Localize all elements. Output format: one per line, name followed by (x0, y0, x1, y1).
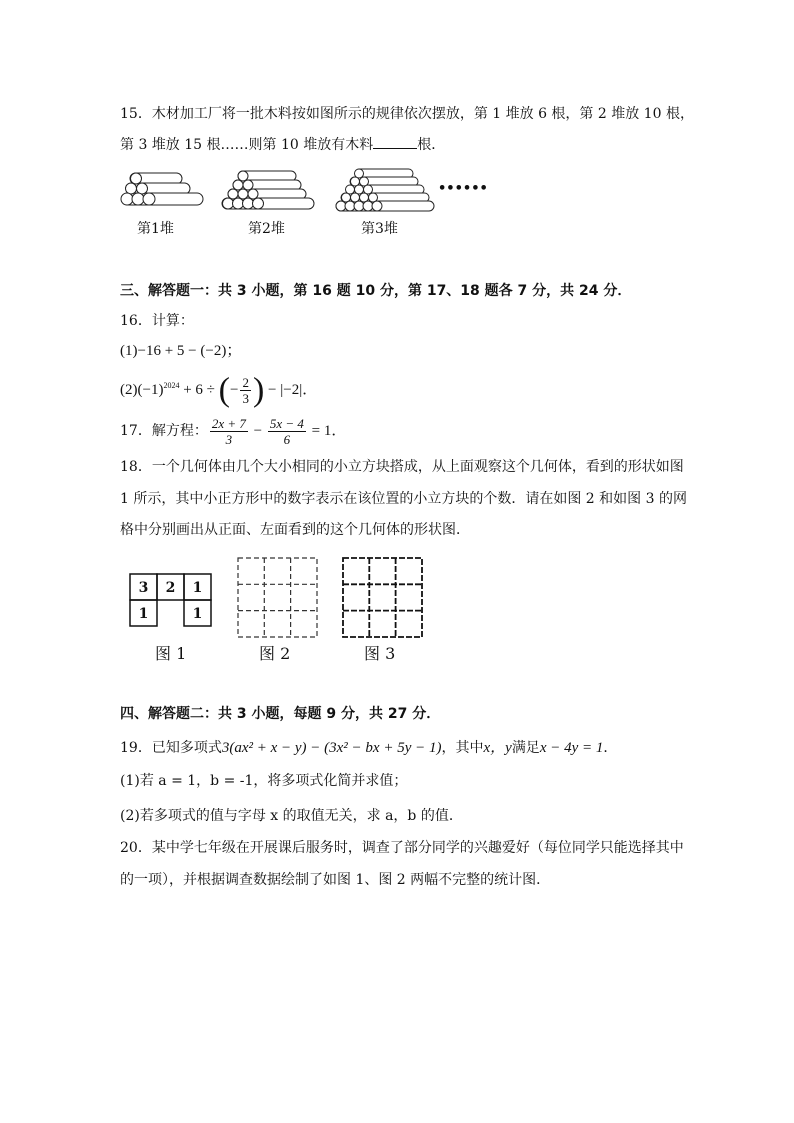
right-paren: ) (252, 371, 265, 409)
q16-part2-tail: − |−2|． (264, 382, 318, 398)
q19-polynomial: 3(ax² + x − y) − (3x² − bx + 5y − 1) (221, 740, 442, 756)
pile-1-caption: 第1堆 (137, 221, 174, 237)
q18-line2: 1 所示，其中小正方形中的数字表示在该位置的小立方块的个数．请在如图 2 和如图 3 的网 (120, 491, 687, 507)
q17-equation (120, 411, 346, 451)
fraction-2-numerator: 5x − 4 (269, 416, 304, 432)
q19-condition: x − 4y = 1 (539, 740, 604, 756)
q15-line2-end: 根． (417, 137, 446, 153)
q17-label: 17．解方程： (120, 423, 208, 439)
q16-part2 (120, 366, 318, 409)
q15-line2-text: 第 3 堆放 15 根……则第 10 堆放有木料 (120, 137, 374, 153)
q16-part2-minus: − (229, 382, 239, 398)
q20-line2: 的一项），并根据调查数据绘制了如图 1、图 2 两幅不完整的统计图． (120, 872, 551, 888)
q16-label: 16．计算： (120, 313, 194, 329)
fraction-two-thirds (240, 375, 251, 406)
q19-end: ． (603, 740, 618, 756)
fraction-2 (268, 416, 306, 447)
q18-line3: 格中分别画出从正面、左面看到的这个几何体的形状图． (120, 522, 470, 538)
cell-top-3: 1 (192, 580, 203, 596)
pile-2 (222, 171, 314, 209)
fraction-1-numerator: 2x + 7 (211, 416, 246, 432)
pile-3-caption: 第3堆 (361, 221, 398, 237)
figure-1-caption: 图 1 (155, 644, 187, 663)
q20-line1: 20．某中学七年级在开展课后服务时，调查了部分同学的兴趣爱好（每位同学只能选择其中 (120, 840, 684, 856)
figure-3-left-view-grid (341, 556, 425, 640)
q16-part2-divide: + 6 ÷ (179, 382, 219, 398)
fraction-denominator: 3 (242, 391, 249, 407)
q19-statement (120, 738, 617, 758)
section-3-heading: 三、解答题一：共 3 小题，第 16 题 10 分，第 17、18 题各 7 分，共 24 分． (120, 283, 632, 299)
fraction-numerator: 2 (242, 375, 249, 391)
cell-top-2: 2 (165, 580, 176, 596)
figure-2-front-view-grid (236, 556, 320, 640)
q18-line1: 18．一个几何体由几个大小相同的小立方块搭成，从上面观察这个几何体，看到的形状如图 (120, 459, 684, 475)
ellipsis-dots: •••••• (438, 181, 488, 196)
cell-bottom-3: 1 (192, 606, 203, 622)
left-paren: ( (218, 371, 230, 409)
q15-line1: 15．木材加工厂将一批木料按如图所示的规律依次摆放，第 1 堆放 6 根，第 2 堆放 10 根， (120, 106, 694, 122)
q19-mid: ，其中 (441, 740, 484, 756)
q15-line2 (120, 134, 445, 155)
answer-blank (373, 134, 417, 149)
q16-part2-base: (2)(−1) (120, 382, 164, 398)
pile-3 (336, 169, 434, 211)
log-piles-figure (118, 168, 488, 218)
cell-top-1: 3 (138, 580, 149, 596)
pile-2-caption: 第2堆 (248, 221, 285, 237)
section-4-heading: 四、解答题二：共 3 小题，每题 9 分，共 27 分． (120, 706, 441, 722)
q19-vars: x，y (483, 740, 512, 756)
figure-3-caption: 图 3 (364, 644, 396, 663)
minus-sign: − (249, 423, 266, 439)
q16-part1: (1)−16 + 5 − (−2)； (120, 343, 242, 359)
q19-part1: (1)若 a = 1，b = -1，将多项式化简并求值； (120, 773, 408, 789)
pile-1 (121, 173, 203, 205)
q17-tail: = 1． (307, 423, 347, 439)
fraction-1-denominator: 3 (225, 432, 233, 448)
fraction-1 (210, 416, 248, 447)
figure-1-top-view-grid (128, 572, 214, 628)
fraction-2-denominator: 6 (283, 432, 291, 448)
q16-part2-exponent: 2024 (163, 381, 180, 390)
figure-2-caption: 图 2 (259, 644, 291, 663)
q19-part2: (2)若多项式的值与字母 x 的取值无关，求 a，b 的值． (120, 808, 463, 824)
cell-bottom-1: 1 (138, 606, 149, 622)
q19-cond-pre: 满足 (511, 740, 540, 756)
q19-prefix: 19．已知多项式 (120, 740, 222, 756)
